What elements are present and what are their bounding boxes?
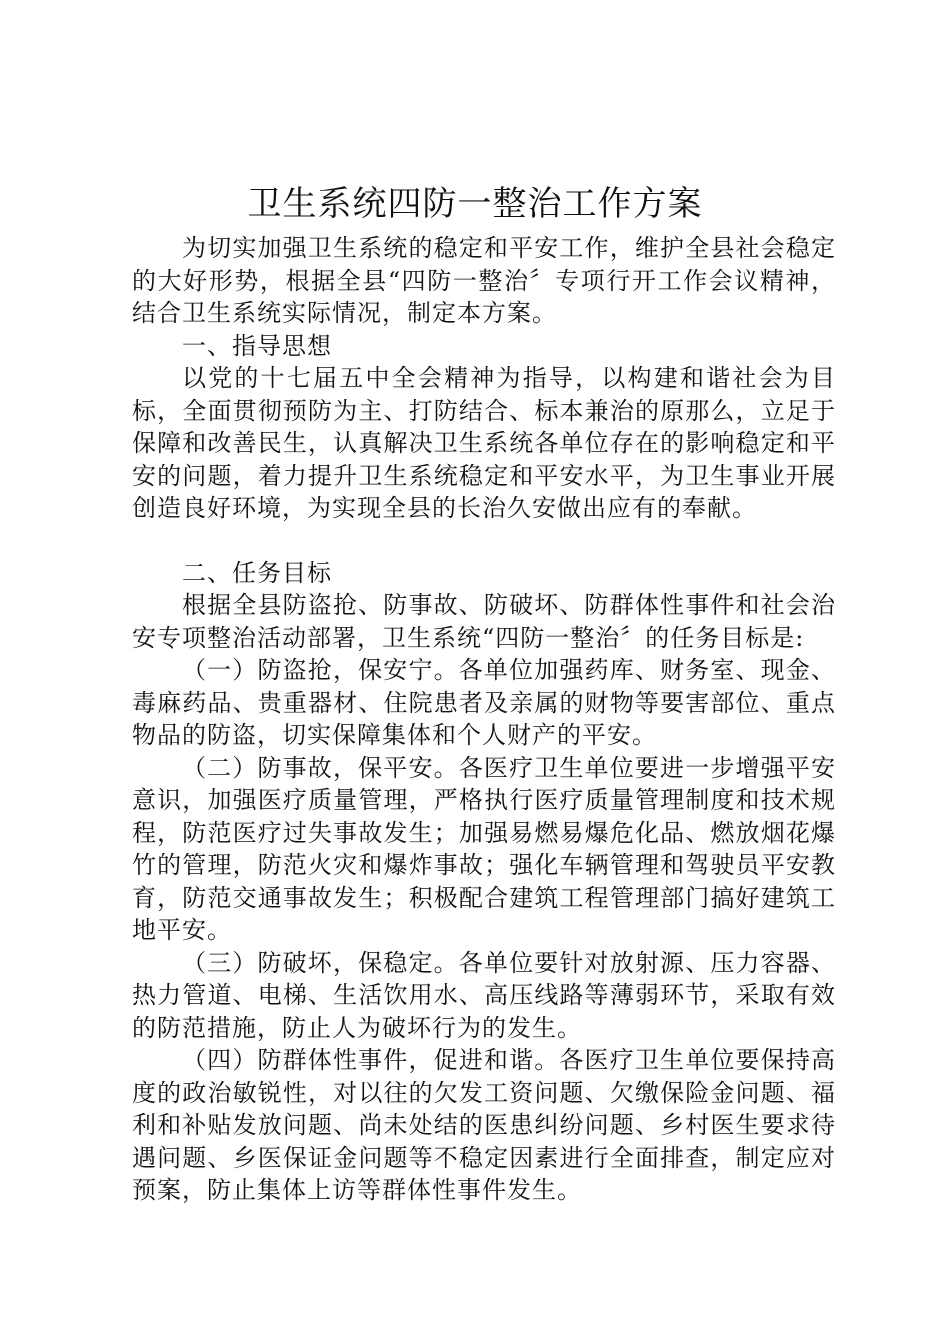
intro-paragraph: 为切实加强卫生系统的稳定和平安工作，维护全县社会稳定的大好形势，根据全县“四防一整治〞专项行开工作会议精神，结合卫生系统实际情况，制定本方案。 (132, 234, 836, 327)
section-heading-guiding-thought: 一、指导思想 (182, 331, 332, 360)
document-title: 卫生系统四防一整治工作方案 (247, 184, 703, 224)
task-item-anti-accident: （二）防事故，保平安。各医疗卫生单位要进一步增强平安意识，加强医疗质量管理，严格执行医疗质量管理制度和技术规程，防范医疗过失事故发生；加强易燃易爆危化品、燃放烟花爆竹的管理，防范火灾和爆炸事故；强化车辆管理和驾驶员平安教育，防范交通事故发生；积极配合建筑工程管理部门搞好建筑工地平安。 (132, 753, 836, 944)
section-heading-task-goals: 二、任务目标 (182, 558, 332, 587)
paragraph-gap (132, 525, 836, 557)
task-goals-intro-paragraph: 根据全县防盗抢、防事故、防破坏、防群体性事件和社会治安专项整治活动部署，卫生系统“四防一整治〞的任务目标是: (132, 591, 836, 652)
task-item-anti-mass-incident: （四）防群体性事件，促进和谐。各医疗卫生单位要保持高度的政治敏锐性，对以往的欠发工资问题、欠缴保险金问题、福利和补贴发放问题、尚未处结的医患纠纷问题、乡村医生要求待遇问题、乡医保证金问题等不稳定因素进行全面排查，制定应对预案，防止集体上访等群体性事件发生。 (132, 1046, 836, 1204)
task-item-anti-theft: （一）防盗抢，保安宁。各单位加强药库、财务室、现金、毒麻药品、贵重器材、住院患者及亲属的财物等要害部位、重点物品的防盗，切实保障集体和个人财产的平安。 (132, 656, 836, 749)
guiding-thought-paragraph: 以党的十七届五中全会精神为指导，以构建和谐社会为目标，全面贯彻预防为主、打防结合、标本兼治的原那么，立足于保障和改善民生，认真解决卫生系统各单位存在的影响稳定和平安的问题，着力提升卫生系统稳定和平安水平，为卫生事业开展创造良好环境，为实现全县的长治久安做出应有的奉献。 (132, 364, 836, 522)
task-item-anti-sabotage: （三）防破坏，保稳定。各单位要针对放射源、压力容器、热力管道、电梯、生活饮用水、高压线路等薄弱环节，采取有效的防范措施，防止人为破坏行为的发生。 (132, 948, 836, 1042)
document-body (132, 232, 836, 1207)
